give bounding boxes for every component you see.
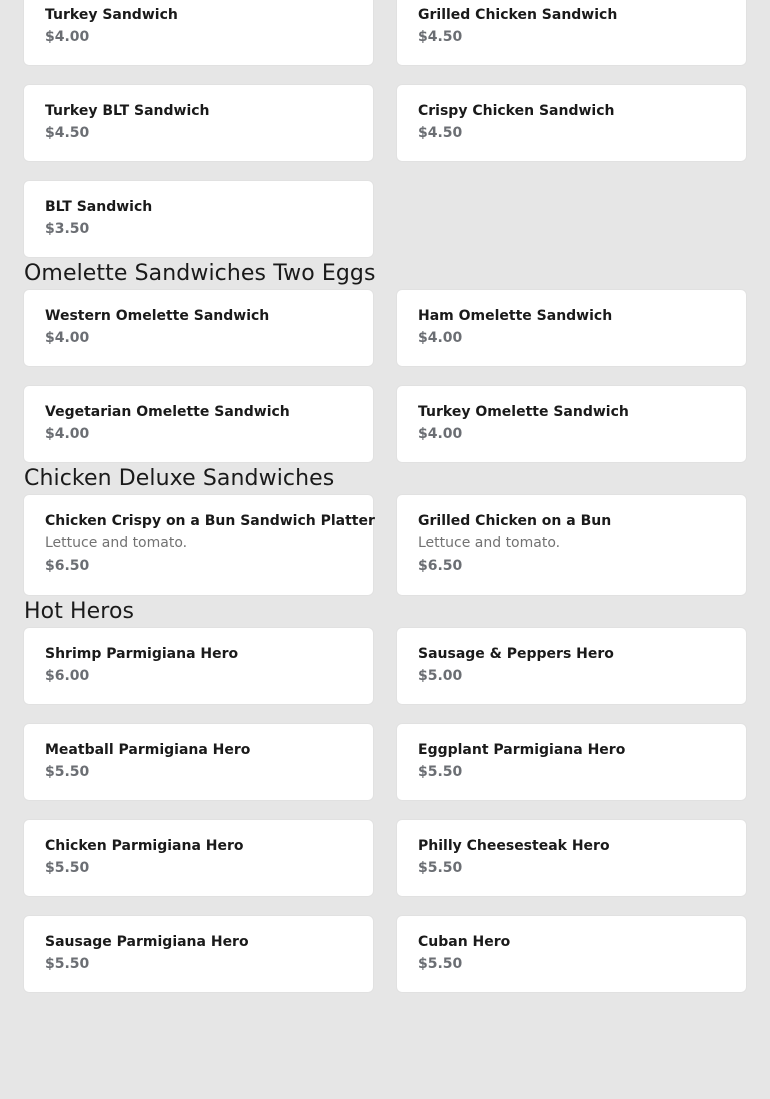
menu-item-card[interactable]: [397, 85, 746, 161]
menu-item-card[interactable]: [397, 724, 746, 800]
menu-item-card[interactable]: [24, 628, 373, 704]
menu-item-name: Turkey BLT Sandwich: [45, 103, 210, 119]
menu-item-grid: [24, 495, 746, 595]
menu-item-name: Shrimp Parmigiana Hero: [45, 646, 239, 662]
section-title: Hot Heros: [24, 599, 135, 624]
menu-section: [24, 0, 746, 257]
menu-section: [24, 462, 746, 595]
menu-item-price: $4.00: [418, 426, 463, 442]
menu-item-price: $5.50: [45, 956, 90, 972]
menu-item-card[interactable]: [24, 85, 373, 161]
menu-item-price: $5.50: [418, 860, 463, 876]
menu-item-card[interactable]: [24, 916, 373, 992]
menu-item-name: Meatball Parmigiana Hero: [45, 742, 251, 758]
menu-list: [24, 0, 746, 992]
menu-item-name: Grilled Chicken on a Bun: [418, 513, 612, 529]
menu-item-card[interactable]: [397, 628, 746, 704]
menu-item-price: $5.00: [418, 668, 463, 684]
menu-item-price: $6.00: [45, 668, 90, 684]
menu-item-card[interactable]: [24, 724, 373, 800]
menu-item-grid: [24, 0, 746, 257]
menu-item-price: $5.50: [418, 764, 463, 780]
menu-item-card[interactable]: [397, 916, 746, 992]
menu-item-description: Lettuce and tomato.: [45, 535, 188, 551]
menu-item-name: Vegetarian Omelette Sandwich: [45, 404, 290, 420]
menu-item-price: $5.50: [45, 860, 90, 876]
menu-item-price: $3.50: [45, 221, 90, 237]
menu-item-description: Lettuce and tomato.: [418, 535, 561, 551]
section-title: Omelette Sandwiches Two Eggs: [24, 261, 376, 286]
menu-item-price: $6.50: [418, 558, 463, 574]
menu-item-name: Western Omelette Sandwich: [45, 308, 270, 324]
menu-section: [24, 257, 746, 462]
menu-item-card[interactable]: [397, 386, 746, 462]
menu-item-name: Eggplant Parmigiana Hero: [418, 742, 626, 758]
menu-section: [24, 595, 746, 992]
menu-item-name: Cuban Hero: [418, 934, 511, 950]
menu-item-card[interactable]: [397, 290, 746, 366]
menu-item-card[interactable]: [397, 820, 746, 896]
menu-item-name: Chicken Crispy on a Bun Sandwich Platter: [45, 513, 375, 529]
menu-item-price: $6.50: [45, 558, 90, 574]
menu-item-name: Chicken Parmigiana Hero: [45, 838, 244, 854]
menu-item-name: Grilled Chicken Sandwich: [418, 7, 618, 23]
menu-item-name: BLT Sandwich: [45, 199, 153, 215]
menu-item-price: $4.50: [418, 125, 463, 141]
menu-item-name: Ham Omelette Sandwich: [418, 308, 613, 324]
menu-item-name: Turkey Sandwich: [45, 7, 178, 23]
menu-item-card[interactable]: [24, 495, 373, 595]
menu-item-price: $5.50: [45, 764, 90, 780]
menu-item-grid: [24, 290, 746, 462]
menu-item-name: Turkey Omelette Sandwich: [418, 404, 629, 420]
menu-item-price: $4.50: [45, 125, 90, 141]
menu-item-card[interactable]: [24, 820, 373, 896]
menu-item-price: $4.00: [45, 426, 90, 442]
menu-item-card[interactable]: [397, 495, 746, 595]
menu-item-price: $4.00: [45, 330, 90, 346]
menu-item-price: $5.50: [418, 956, 463, 972]
menu-item-price: $4.50: [418, 29, 463, 45]
menu-item-price: $4.00: [45, 29, 90, 45]
menu-item-name: Sausage Parmigiana Hero: [45, 934, 249, 950]
menu-item-name: Crispy Chicken Sandwich: [418, 103, 615, 119]
menu-item-card[interactable]: [24, 386, 373, 462]
menu-item-card[interactable]: [24, 181, 373, 257]
menu-item-card[interactable]: [397, 0, 746, 65]
menu-item-grid: [24, 628, 746, 992]
section-title: Chicken Deluxe Sandwiches: [24, 466, 335, 491]
menu-item-price: $4.00: [418, 330, 463, 346]
menu-item-name: Sausage & Peppers Hero: [418, 646, 614, 662]
menu-item-card[interactable]: [24, 290, 373, 366]
menu-item-name: Philly Cheesesteak Hero: [418, 838, 610, 854]
menu-item-card[interactable]: [24, 0, 373, 65]
